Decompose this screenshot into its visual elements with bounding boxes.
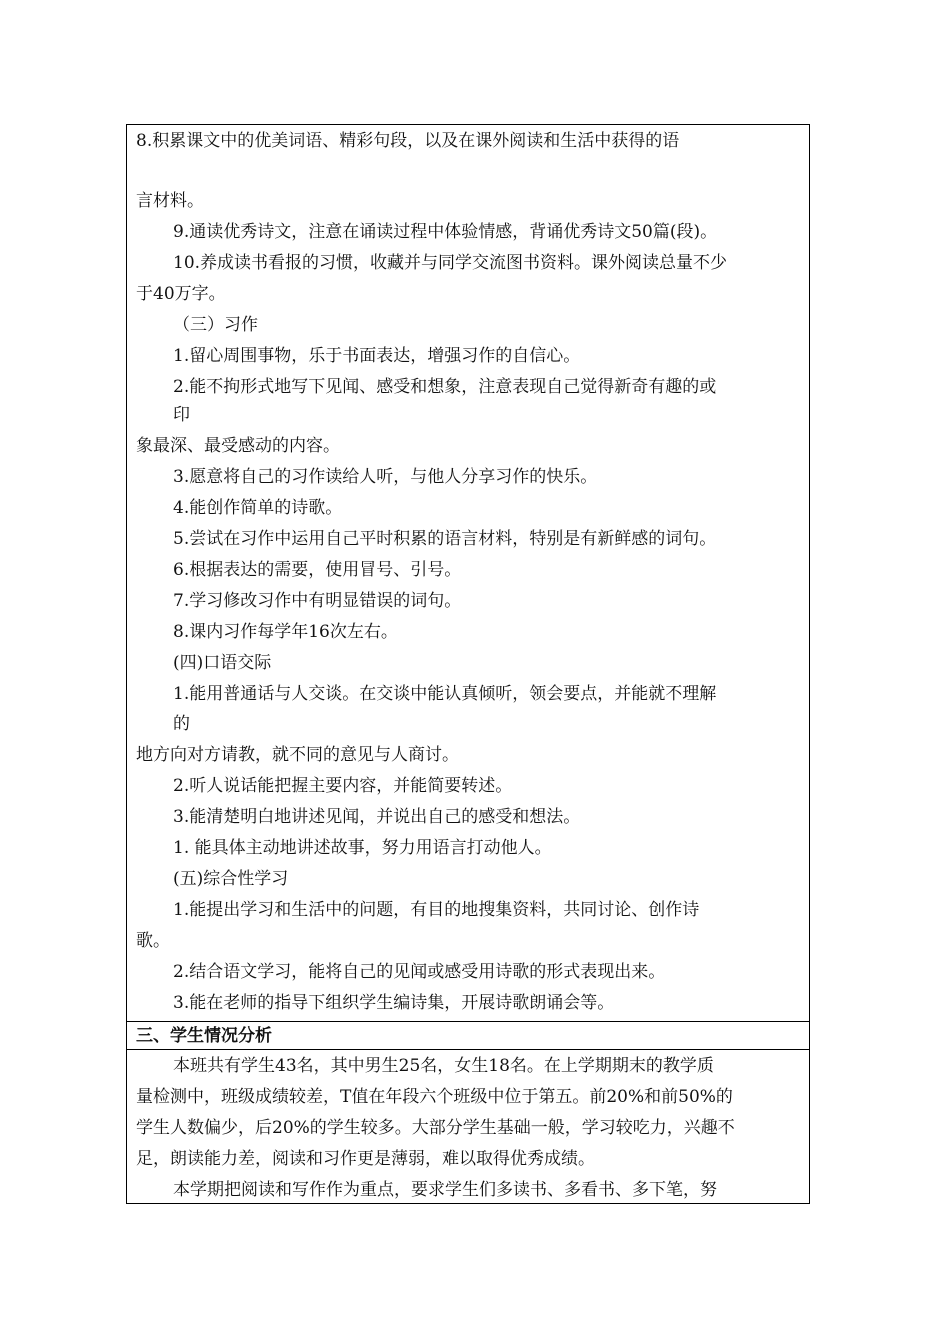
text-line: 5.尝试在习作中运用自己平时积累的语言材料，特别是有新鲜感的词句。 <box>173 529 717 549</box>
text-line: 1.能用普通话与人交谈。在交谈中能认真倾听，领会要点，并能就不理解 <box>173 684 717 704</box>
text-line: 1.留心周围事物，乐于书面表达，增强习作的自信心。 <box>173 346 581 366</box>
text-line: 1. 能具体主动地讲述故事，努力用语言打动他人。 <box>173 838 552 858</box>
text-line: 10.养成读书看报的习惯，收藏并与同学交流图书资料。课外阅读总量不少 <box>173 253 728 273</box>
text-line: 的 <box>173 714 190 734</box>
text-line: 地方向对方请教，就不同的意见与人商讨。 <box>136 745 459 765</box>
text-line: 3.愿意将自己的习作读给人听，与他人分享习作的快乐。 <box>173 467 598 487</box>
subsection-heading: （三）习作 <box>173 315 258 335</box>
text-line: 2.听人说话能把握主要内容，并能简要转述。 <box>173 776 513 796</box>
subsection-heading: (四)口语交际 <box>173 653 272 673</box>
text-line: 8.课内习作每学年16次左右。 <box>173 622 398 642</box>
text-line: 3.能清楚明白地讲述见闻，并说出自己的感受和想法。 <box>173 807 581 827</box>
section-heading: 三、学生情况分析 <box>136 1026 272 1046</box>
text-line: 足，朗读能力差，阅读和习作更是薄弱，难以取得优秀成绩。 <box>136 1149 595 1169</box>
text-line: 学生人数偏少，后20%的学生较多。大部分学生基础一般，学习较吃力，兴趣不 <box>136 1118 735 1138</box>
text-line: 于40万字。 <box>136 284 226 304</box>
plan-table <box>126 124 810 1204</box>
text-line: 2.结合语文学习，能将自己的见闻或感受用诗歌的形式表现出来。 <box>173 962 666 982</box>
text-line: 本班共有学生43名，其中男生25名，女生18名。在上学期期末的教学质 <box>173 1056 714 1076</box>
subsection-heading: (五)综合性学习 <box>173 869 289 889</box>
text-line: 量检测中，班级成绩较差，T值在年段六个班级中位于第五。前20%和前50%的 <box>136 1087 733 1107</box>
text-line: 9.通读优秀诗文，注意在诵读过程中体验情感，背诵优秀诗文50篇(段)。 <box>173 222 718 242</box>
text-line: 7.学习修改习作中有明显错误的词句。 <box>173 591 462 611</box>
text-line: 4.能创作简单的诗歌。 <box>173 498 343 518</box>
text-line: 3.能在老师的指导下组织学生编诗集，开展诗歌朗诵会等。 <box>173 993 615 1013</box>
text-line: 2.能不拘形式地写下见闻、感受和想象，注意表现自己觉得新奇有趣的或 <box>173 377 717 397</box>
text-line: 象最深、最受感动的内容。 <box>136 436 340 456</box>
text-line: 8.积累课文中的优美词语、精彩句段，以及在课外阅读和生活中获得的语 <box>136 131 680 151</box>
text-line: 言材料。 <box>136 191 204 211</box>
text-line: 本学期把阅读和写作作为重点，要求学生们多读书、多看书、多下笔，努 <box>173 1180 717 1200</box>
text-line: 歌。 <box>136 931 170 951</box>
section-divider-top <box>126 1021 810 1022</box>
text-line: 6.根据表达的需要，使用冒号、引号。 <box>173 560 462 580</box>
text-line: 1.能提出学习和生活中的问题，有目的地搜集资料，共同讨论、创作诗 <box>173 900 700 920</box>
text-line: 印 <box>173 405 190 425</box>
section-divider-bottom <box>126 1049 810 1050</box>
